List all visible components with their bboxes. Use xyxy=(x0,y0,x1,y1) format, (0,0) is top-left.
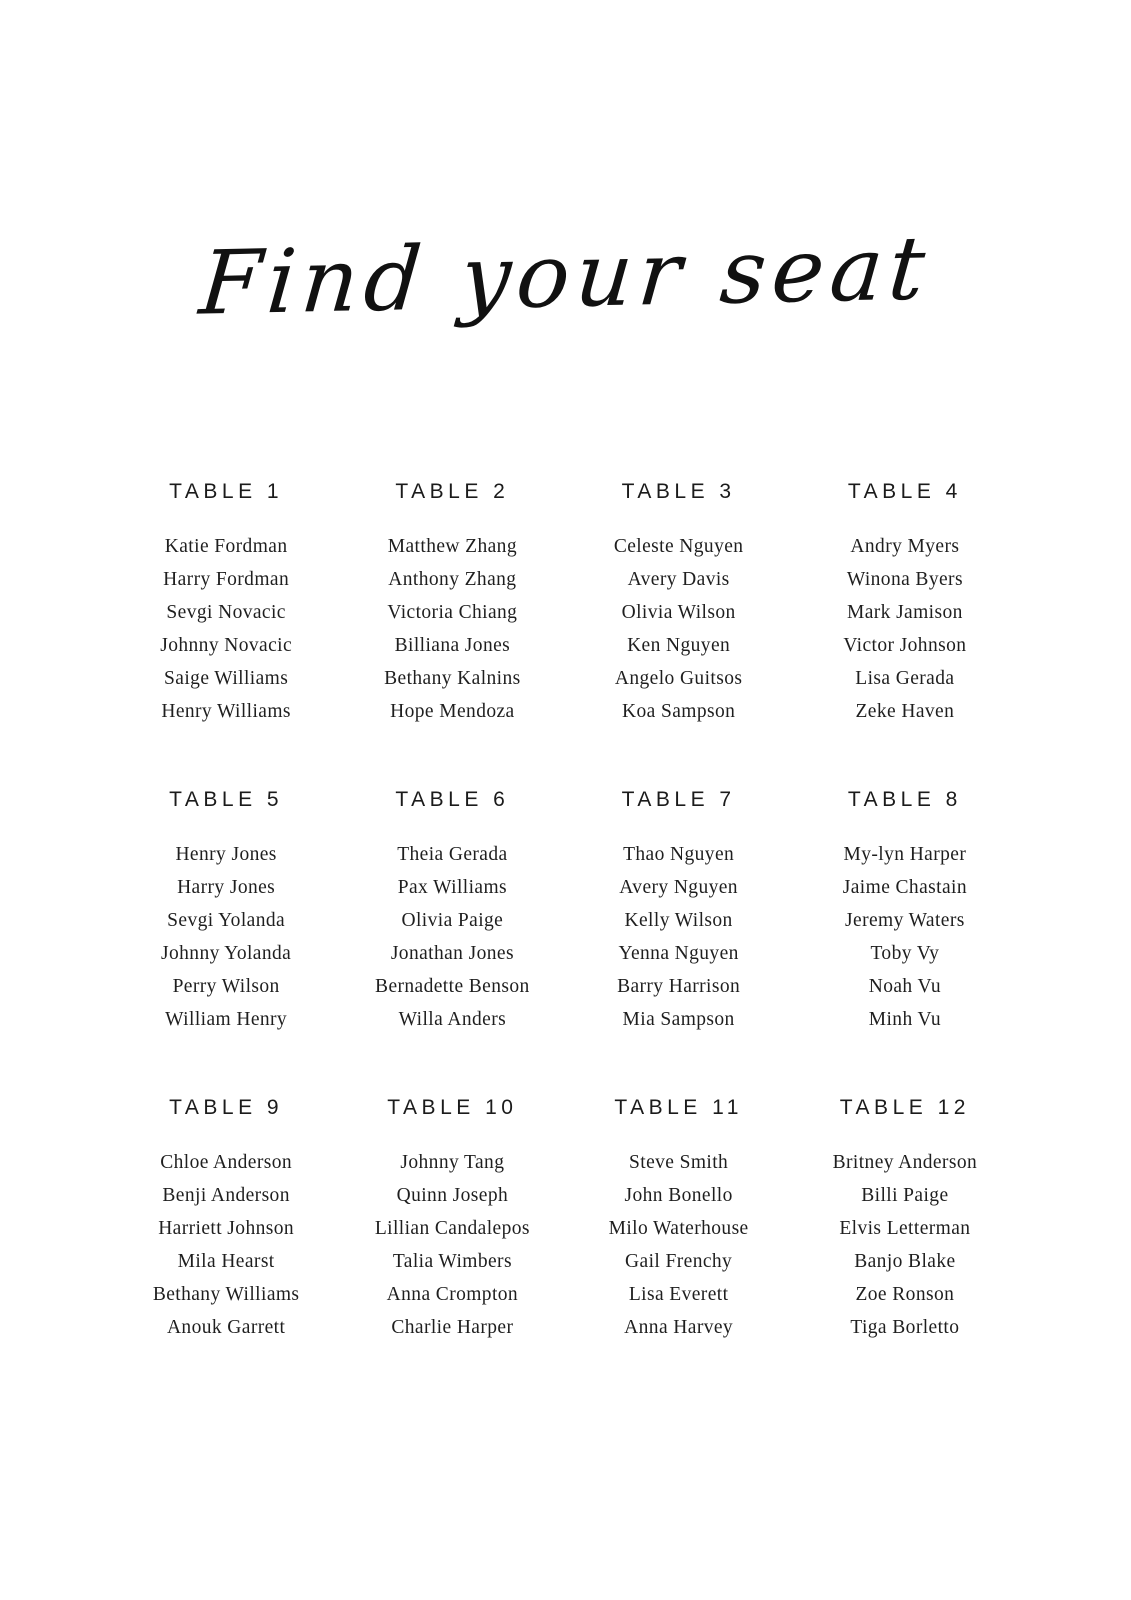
guest-name: Mark Jamison xyxy=(846,602,963,623)
guest-name: Minh Vu xyxy=(868,1009,941,1030)
guest-name: Johnny Yolanda xyxy=(161,943,292,964)
table-label: TABLE 12 xyxy=(839,1096,970,1119)
guest-name: Anna Crompton xyxy=(386,1284,519,1305)
guest-name: Olivia Wilson xyxy=(621,602,736,623)
guest-name: Mia Sampson xyxy=(622,1009,735,1030)
guest-name: William Henry xyxy=(165,1009,288,1030)
guest-name: Gail Frenchy xyxy=(625,1251,733,1272)
guest-name: Jeremy Waters xyxy=(845,910,965,931)
table-label: TABLE 1 xyxy=(169,480,284,503)
guest-name: Chloe Anderson xyxy=(160,1152,293,1173)
table-label: TABLE 2 xyxy=(395,480,510,503)
guest-name: Matthew Zhang xyxy=(387,536,517,557)
table-label: TABLE 5 xyxy=(169,788,284,811)
guest-name: Anouk Garrett xyxy=(166,1317,286,1338)
guest-name: Noah Vu xyxy=(868,976,941,997)
guest-name: Sevgi Novacic xyxy=(166,602,286,623)
guest-name: Harriett Johnson xyxy=(158,1218,295,1239)
table-label: TABLE 8 xyxy=(847,788,962,811)
table-block xyxy=(339,480,565,728)
guest-name: Charlie Harper xyxy=(391,1317,514,1338)
guest-name: Anthony Zhang xyxy=(388,569,517,590)
table-block xyxy=(113,788,339,1036)
guest-name: Quinn Joseph xyxy=(396,1185,509,1206)
guest-name: Willa Anders xyxy=(398,1009,507,1030)
guest-name: Lisa Everett xyxy=(628,1284,729,1305)
guest-name: Zoe Ronson xyxy=(855,1284,955,1305)
guest-name: Koa Sampson xyxy=(621,701,736,722)
guest-name: Kelly Wilson xyxy=(624,910,733,931)
guest-name: Winona Byers xyxy=(846,569,963,590)
guest-name: Harry Jones xyxy=(177,877,276,898)
table-label: TABLE 4 xyxy=(847,480,962,503)
guest-name: Yenna Nguyen xyxy=(618,943,739,964)
guest-name: Banjo Blake xyxy=(854,1251,956,1272)
table-block xyxy=(566,788,792,1036)
guest-name: Elvis Letterman xyxy=(839,1218,971,1239)
guest-name: Toby Vy xyxy=(870,943,940,964)
table-label: TABLE 7 xyxy=(621,788,736,811)
guest-name: Anna Harvey xyxy=(624,1317,734,1338)
guest-name: Victoria Chiang xyxy=(387,602,518,623)
table-block xyxy=(792,1096,1018,1344)
guest-name: Mila Hearst xyxy=(177,1251,275,1272)
table-block xyxy=(566,1096,792,1344)
table-label: TABLE 11 xyxy=(614,1096,743,1119)
guest-name: Katie Fordman xyxy=(164,536,288,557)
guest-name: Barry Harrison xyxy=(617,976,741,997)
page-title: Find your seat xyxy=(196,216,935,335)
guest-name: Billiana Jones xyxy=(394,635,511,656)
guest-name: Olivia Paige xyxy=(401,910,504,931)
guest-name: Henry Williams xyxy=(161,701,291,722)
guest-name: Lisa Gerada xyxy=(855,668,955,689)
table-label: TABLE 6 xyxy=(395,788,510,811)
guest-name: Sevgi Yolanda xyxy=(167,910,286,931)
guest-name: Bethany Kalnins xyxy=(384,668,521,689)
guest-name: Avery Davis xyxy=(627,569,730,590)
guest-name: Angelo Guitsos xyxy=(614,668,743,689)
guest-name: Victor Johnson xyxy=(843,635,967,656)
guest-name: Zeke Haven xyxy=(855,701,955,722)
guest-name: Hope Mendoza xyxy=(390,701,515,722)
table-block xyxy=(792,480,1018,728)
guest-name: Henry Jones xyxy=(175,844,277,865)
guest-name: Avery Nguyen xyxy=(619,877,738,898)
table-label: TABLE 9 xyxy=(169,1096,284,1119)
guest-name: Benji Anderson xyxy=(162,1185,290,1206)
guest-name: My-lyn Harper xyxy=(843,844,967,865)
guest-name: Tiga Borletto xyxy=(850,1317,960,1338)
guest-name: Ken Nguyen xyxy=(627,635,731,656)
guest-name: Harry Fordman xyxy=(163,569,290,590)
guest-name: Britney Anderson xyxy=(832,1152,978,1173)
table-block xyxy=(113,1096,339,1344)
table-label: TABLE 10 xyxy=(387,1096,518,1119)
guest-name: Billi Paige xyxy=(861,1185,949,1206)
guest-name: Thao Nguyen xyxy=(623,844,735,865)
guest-name: Jaime Chastain xyxy=(842,877,967,898)
table-block xyxy=(566,480,792,728)
guest-name: Jonathan Jones xyxy=(390,943,514,964)
guest-name: Talia Wimbers xyxy=(392,1251,512,1272)
guest-name: Perry Wilson xyxy=(172,976,280,997)
table-label: TABLE 3 xyxy=(621,480,736,503)
guest-name: Theia Gerada xyxy=(397,844,508,865)
table-grid xyxy=(113,480,1018,1344)
guest-name: John Bonello xyxy=(624,1185,733,1206)
table-block xyxy=(113,480,339,728)
guest-name: Andry Myers xyxy=(850,536,960,557)
guest-name: Lillian Candalepos xyxy=(374,1218,530,1239)
guest-name: Pax Williams xyxy=(397,877,508,898)
guest-name: Celeste Nguyen xyxy=(613,536,744,557)
guest-name: Johnny Novacic xyxy=(160,635,293,656)
table-block xyxy=(339,1096,565,1344)
table-block xyxy=(339,788,565,1036)
guest-name: Steve Smith xyxy=(629,1152,729,1173)
guest-name: Bernadette Benson xyxy=(375,976,530,997)
guest-name: Milo Waterhouse xyxy=(608,1218,749,1239)
table-block xyxy=(792,788,1018,1036)
guest-name: Johnny Tang xyxy=(400,1152,505,1173)
guest-name: Bethany Williams xyxy=(152,1284,300,1305)
guest-name: Saige Williams xyxy=(164,668,289,689)
